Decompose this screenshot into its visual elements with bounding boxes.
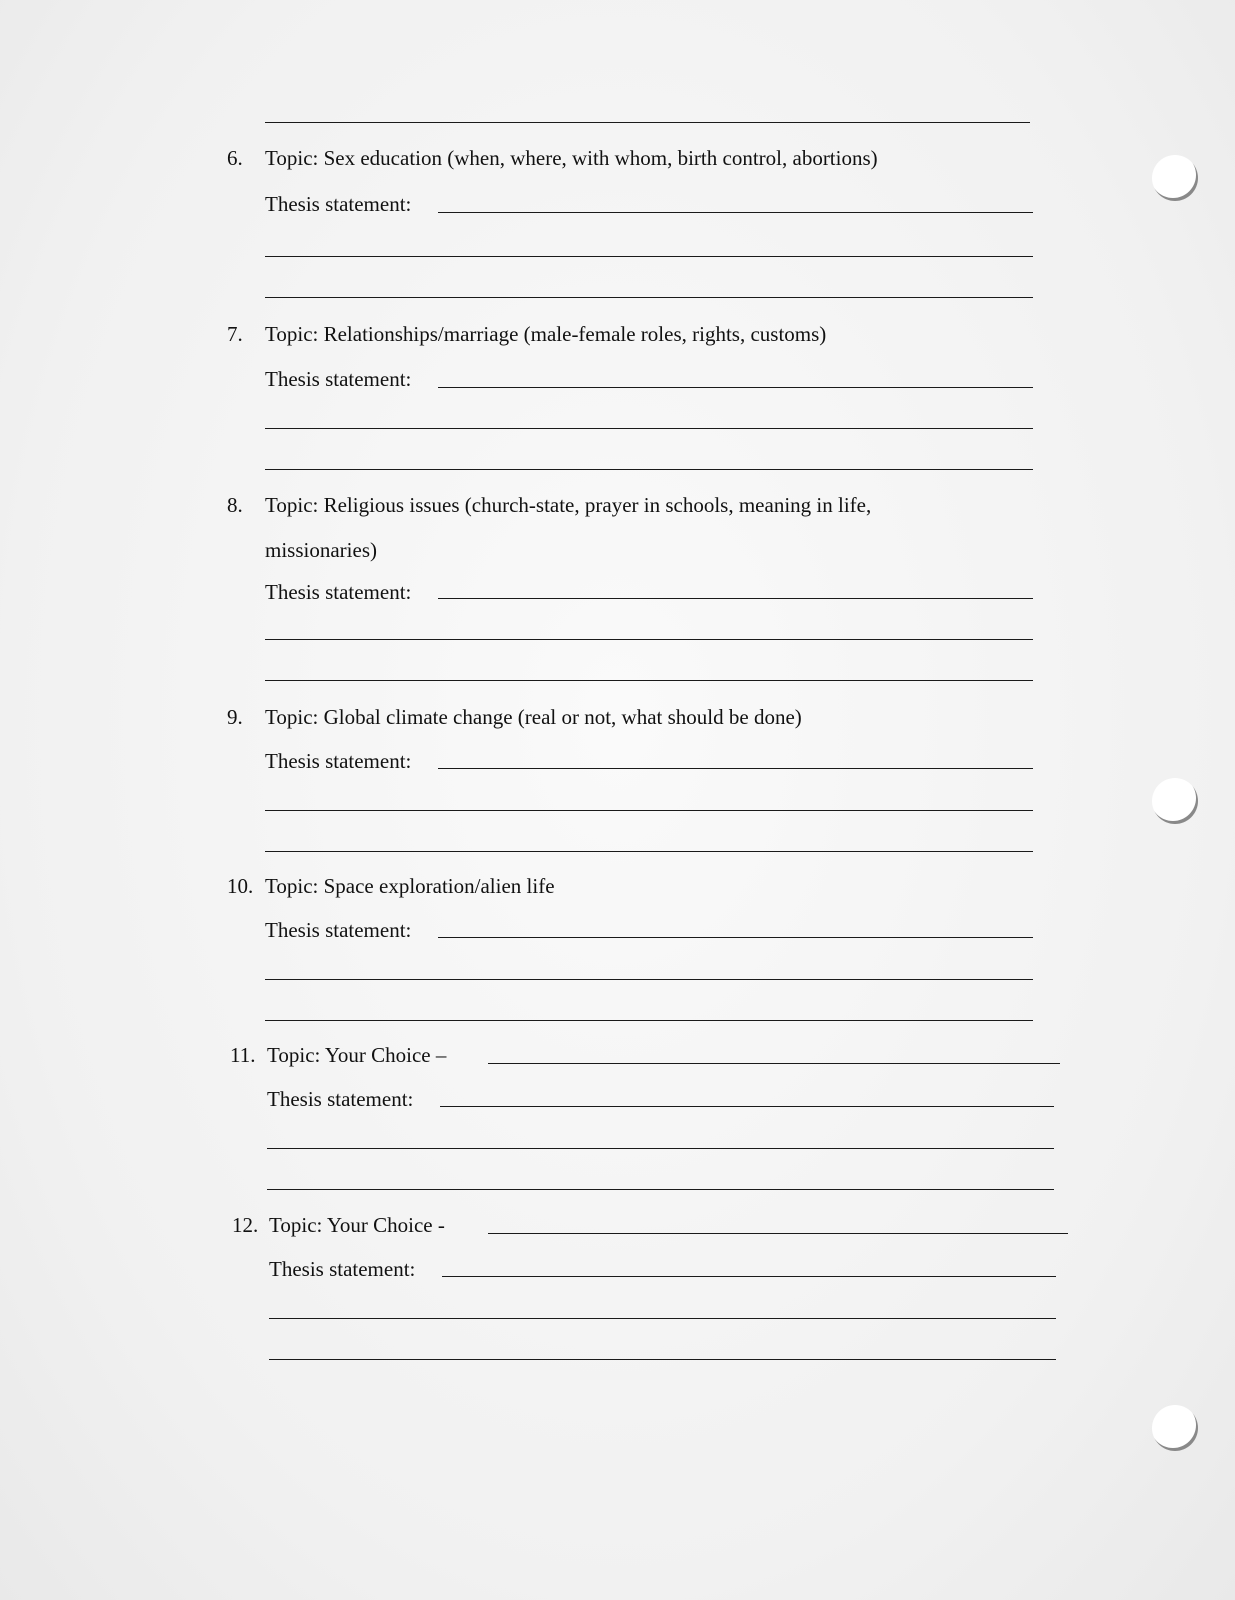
item-number: 7.: [227, 322, 243, 346]
item-number: 10.: [227, 874, 254, 898]
answer-line[interactable]: [438, 387, 1033, 388]
answer-line[interactable]: [488, 1063, 1060, 1064]
thesis-label: Thesis statement:: [265, 749, 412, 773]
answer-line[interactable]: [265, 428, 1033, 429]
answer-line[interactable]: [440, 1106, 1054, 1107]
answer-line[interactable]: [438, 937, 1033, 938]
answer-line[interactable]: [438, 598, 1033, 599]
item-number: 9.: [227, 705, 243, 729]
topic-text: Topic: Your Choice –: [267, 1043, 447, 1067]
topic-text-continued: missionaries): [265, 538, 377, 562]
topic-text: Topic: Global climate change (real or not, what should be done): [265, 705, 802, 729]
topic-text: Topic: Space exploration/alien life: [265, 874, 555, 898]
thesis-label: Thesis statement:: [265, 192, 412, 216]
answer-line[interactable]: [265, 851, 1033, 852]
answer-line[interactable]: [265, 810, 1033, 811]
thesis-label: Thesis statement:: [265, 918, 412, 942]
answer-line[interactable]: [269, 1359, 1056, 1360]
thesis-label: Thesis statement:: [267, 1087, 414, 1111]
answer-line[interactable]: [265, 297, 1033, 298]
top-rule: [265, 122, 1030, 123]
answer-line[interactable]: [269, 1318, 1056, 1319]
answer-line[interactable]: [438, 212, 1033, 213]
thesis-label: Thesis statement:: [265, 367, 412, 391]
answer-line[interactable]: [267, 1189, 1054, 1190]
item-number: 8.: [227, 493, 243, 517]
topic-text: Topic: Your Choice -: [269, 1213, 445, 1237]
answer-line[interactable]: [265, 1020, 1033, 1021]
item-number: 6.: [227, 146, 243, 170]
item-number: 12.: [232, 1213, 259, 1237]
thesis-label: Thesis statement:: [269, 1257, 416, 1281]
answer-line[interactable]: [265, 680, 1033, 681]
answer-line[interactable]: [265, 469, 1033, 470]
answer-line[interactable]: [265, 979, 1033, 980]
binder-hole-bottom: [1152, 1405, 1198, 1451]
thesis-label: Thesis statement:: [265, 580, 412, 604]
answer-line[interactable]: [265, 639, 1033, 640]
answer-line[interactable]: [265, 256, 1033, 257]
answer-line[interactable]: [267, 1148, 1054, 1149]
answer-line[interactable]: [488, 1233, 1068, 1234]
topic-text: Topic: Relationships/marriage (male-female roles, rights, customs): [265, 322, 827, 346]
answer-line[interactable]: [438, 768, 1033, 769]
topic-text: Topic: Religious issues (church-state, prayer in schools, meaning in life,: [265, 493, 872, 517]
item-number: 11.: [230, 1043, 256, 1067]
binder-hole-middle: [1152, 778, 1198, 824]
binder-hole-top: [1152, 155, 1198, 201]
topic-text: Topic: Sex education (when, where, with whom, birth control, abortions): [265, 146, 878, 170]
answer-line[interactable]: [442, 1276, 1056, 1277]
